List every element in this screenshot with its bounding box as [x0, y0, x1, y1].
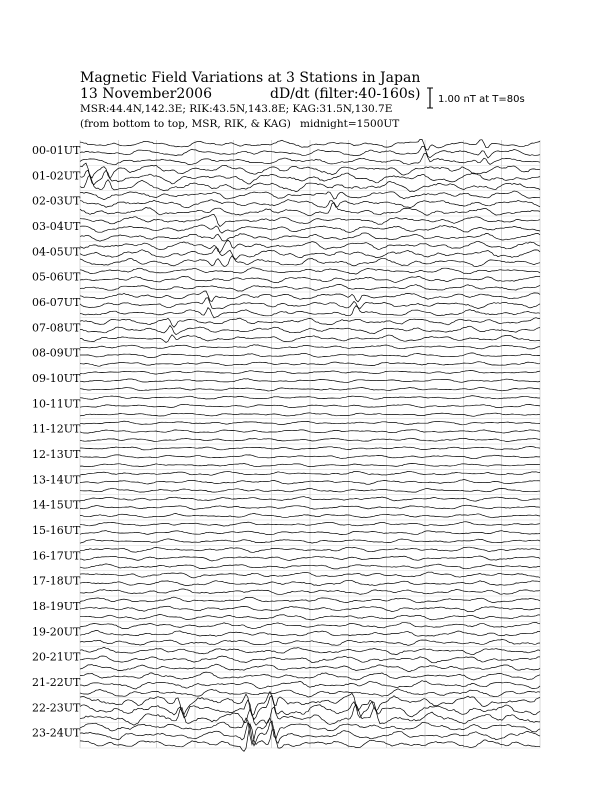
- row-label: 21-22UT: [32, 675, 81, 689]
- row-label: 19-20UT: [32, 625, 81, 639]
- row-label: 00-01UT: [32, 143, 81, 157]
- row-label: 15-16UT: [32, 523, 81, 537]
- row-label: 12-13UT: [32, 447, 81, 461]
- filter-label: dD/dt (filter:40-160s): [270, 86, 421, 102]
- midnight-label: midnight=1500UT: [300, 118, 400, 130]
- scale-label: 1.00 nT at T=80s: [438, 94, 525, 105]
- row-label: 09-10UT: [32, 371, 81, 385]
- row-label: 08-09UT: [32, 346, 81, 360]
- row-label: 22-23UT: [32, 701, 81, 715]
- row-label: 01-02UT: [32, 169, 81, 183]
- row-label: 16-17UT: [32, 549, 81, 563]
- row-label: 02-03UT: [32, 194, 81, 208]
- row-label: 11-12UT: [32, 422, 81, 436]
- row-label: 03-04UT: [32, 219, 81, 233]
- row-label: 07-08UT: [32, 321, 81, 335]
- row-label: 13-14UT: [32, 473, 81, 487]
- row-label: 05-06UT: [32, 270, 81, 284]
- row-label: 14-15UT: [32, 498, 81, 512]
- row-label: 06-07UT: [32, 295, 81, 309]
- row-labels: [32, 144, 81, 740]
- stations-label: MSR:44.4N,142.3E; RIK:43.5N,143.8E; KAG:31.5N,130.7E: [80, 103, 393, 115]
- date-label: 13 November2006: [80, 86, 212, 102]
- row-label: 23-24UT: [32, 726, 81, 740]
- row-label: 18-19UT: [32, 599, 81, 613]
- station-order-label: (from bottom to top, MSR, RIK, & KAG): [80, 118, 291, 130]
- row-label: 10-11UT: [32, 397, 81, 411]
- row-label: 17-18UT: [32, 574, 81, 588]
- chart-title: Magnetic Field Variations at 3 Stations in Japan: [80, 70, 421, 86]
- row-label: 04-05UT: [32, 245, 81, 259]
- row-label: 20-21UT: [32, 650, 81, 664]
